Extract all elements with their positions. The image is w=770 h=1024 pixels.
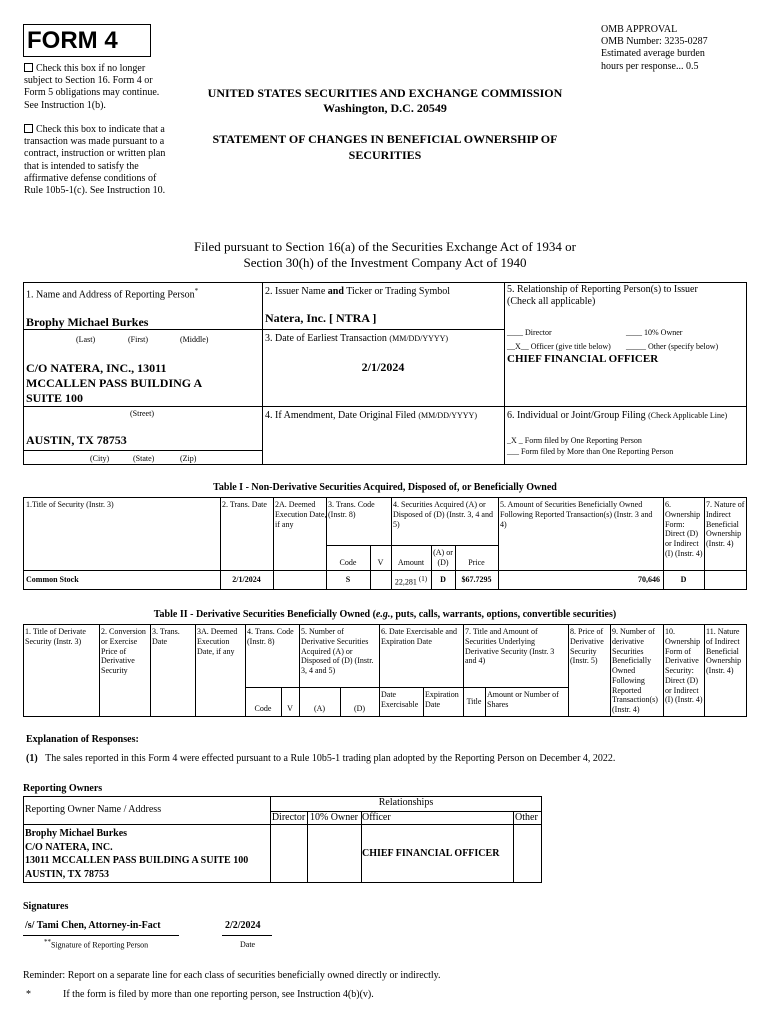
- owners-col-officer: Officer: [362, 812, 391, 823]
- t2-col-trans-code: 4. Trans. Code (Instr. 8): [247, 627, 294, 646]
- signature-name: /s/ Tami Chen, Attorney-in-Fact: [25, 920, 161, 931]
- checkbox-10b5-text: Check this box to indicate that a transaction was made pursuant to a contract, instruction or written plan that is intended to satisfy the affirmative defense conditions of Rule 10b5-1(c). See Instruction 10.: [24, 124, 166, 196]
- commission-location: Washington, D.C. 20549: [323, 101, 447, 115]
- reporting-person-address: [26, 361, 202, 406]
- earliest-transaction-date: 2/1/2024: [361, 360, 405, 374]
- filed-pursuant-2: Section 30(h) of the Investment Company Act of 1940: [243, 255, 527, 270]
- checkbox-10b5-block: [24, 124, 174, 197]
- zip-caption: (Zip): [180, 454, 197, 463]
- t1-row-price: $67.7295: [461, 575, 492, 584]
- t1-sub-code: Code: [339, 558, 357, 567]
- owner-line-1: Brophy Michael Burkes: [25, 828, 128, 839]
- relationship-10pct-owner: ____ 10% Owner: [626, 328, 683, 337]
- commission-name: UNITED STATES SECURITIES AND EXCHANGE COMMISSION: [207, 86, 563, 100]
- t2-col-deemed-date: 3A. Deemed Execution Date, if any: [197, 627, 238, 656]
- reporting-owners-heading: Reporting Owners: [23, 783, 103, 794]
- signature-date: 2/2/2024: [225, 920, 261, 931]
- t1-col-deemed-date: 2A. Deemed Execution Date, if any: [275, 500, 327, 529]
- box6-label: 6. Individual or Joint/Group Filing (Check Applicable Line): [507, 410, 728, 421]
- owner-line-3: 13011 MCCALLEN PASS BUILDING A SUITE 100: [25, 855, 249, 866]
- t2-sub-a: (A): [313, 704, 326, 713]
- owners-col-name: Reporting Owner Name / Address: [25, 804, 162, 815]
- signature-caption: **Signature of Reporting Person: [44, 938, 149, 950]
- owners-col-other: Other: [515, 812, 538, 823]
- omb-burden-1: Estimated average burden: [601, 48, 705, 60]
- t2-sub-amount: Amount or Number of Shares: [487, 690, 559, 709]
- t1-row-code: S: [345, 575, 351, 584]
- footnote-instruction: If the form is filed by more than one reporting person, see Instruction 4(b)(v).: [63, 989, 374, 1000]
- footnote-ref[interactable]: (1): [418, 575, 428, 583]
- name-middle-caption: (Middle): [180, 335, 209, 344]
- t1-col-nature: 7. Nature of Indirect Beneficial Ownership (Instr. 4): [706, 500, 745, 548]
- address-line-2: MCCALLEN PASS BUILDING A: [26, 376, 203, 390]
- t2-sub-date-exercisable: Date Exercisable: [381, 690, 419, 709]
- t1-col-ownership-form: 6. Ownership Form: Direct (D) or Indirect (I) (Instr. 4): [665, 500, 703, 558]
- relationship-officer: __X__ Officer (give title below): [507, 342, 611, 351]
- filing-multiple-persons: ___ Form filed by More than One Reporting Person: [507, 447, 674, 456]
- omb-number: OMB Number: 3235-0287: [601, 36, 708, 48]
- footnote-star: *: [26, 989, 31, 1000]
- t2-col-number-derivative: 5. Number of Derivative Securities Acquired (A) or Disposed of (D) (Instr. 3, 4 and 5): [301, 627, 374, 675]
- t1-row-form: D: [680, 575, 687, 584]
- box4-label: 4. If Amendment, Date Original Filed (MM/DD/YYYY): [265, 410, 477, 421]
- t1-col-amount-owned: 5. Amount of Securities Beneficially Owned Following Reported Transaction(s) (Instr. 3 and 4): [500, 500, 653, 529]
- owners-col-relationships: Relationships: [378, 797, 434, 808]
- t2-sub-d: (D): [353, 704, 366, 713]
- t1-sub-a-or-d: (A) or (D): [433, 548, 453, 567]
- t1-col-trans-date: 2. Trans. Date: [222, 500, 267, 509]
- statement-title-1: STATEMENT OF CHANGES IN BENEFICIAL OWNERSHIP OF: [212, 132, 558, 146]
- relationship-other: _____ Other (specify below): [626, 342, 719, 351]
- explanation-footnote: (1) The sales reported in this Form 4 were effected pursuant to a Rule 10b5-1 trading plan adopted by the Reporting Person on December 4, 2022.: [26, 753, 616, 764]
- t2-sub-code: Code: [254, 704, 272, 713]
- t1-col-title: 1.Title of Security (Instr. 3): [26, 500, 114, 509]
- box2-label: 2. Issuer Name and Ticker or Trading Symbol: [265, 286, 451, 297]
- t1-row-date: 2/1/2024: [232, 575, 261, 584]
- reminder: Reminder: Report on a separate line for each class of securities beneficially owned directly or indirectly.: [23, 970, 441, 981]
- owners-col-director: Director: [271, 812, 306, 823]
- omb-burden-2: hours per response... 0.5: [601, 60, 699, 72]
- t2-sub-v: V: [287, 704, 293, 713]
- explanation-heading: Explanation of Responses:: [26, 734, 139, 745]
- owners-col-10pct: 10% Owner: [309, 812, 359, 823]
- t2-col-date-exercisable: 6. Date Exercisable and Expiration Date: [381, 627, 457, 646]
- statement-title-2: SECURITIES: [348, 148, 422, 162]
- t2-col-nature: 11. Nature of Indirect Beneficial Ownership (Instr. 4): [706, 627, 742, 675]
- box1-label: 1. Name and Address of Reporting Person*: [26, 287, 199, 301]
- city-state-zip: AUSTIN, TX 78753: [26, 433, 127, 447]
- checkbox-16-text: Check this box if no longer subject to Section 16. Form 4 or Form 5 obligations may continue. See Instruction 1(b).: [24, 63, 160, 111]
- officer-title: CHIEF FINANCIAL OFFICER: [507, 353, 659, 365]
- filed-pursuant-1: Filed pursuant to Section 16(a) of the Securities Exchange Act of 1934 or: [194, 239, 576, 254]
- owner-officer-title: CHIEF FINANCIAL OFFICER: [362, 848, 500, 859]
- t2-col-title: 1. Title of Derivate Security (Instr. 3): [25, 627, 86, 646]
- name-first-caption: (First): [128, 335, 148, 344]
- t2-col-price: 8. Price of Derivative Security (Instr. 5): [570, 627, 604, 666]
- omb-title: OMB APPROVAL: [601, 24, 678, 35]
- table2-title: Table II - Derivative Securities Beneficially Owned (e.g., puts, calls, warrants, options, convertible securities): [153, 609, 617, 620]
- t1-row-owned: 70,646: [638, 575, 660, 584]
- t2-col-ownership-form: 10. Ownership Form of Derivative Security: Direct (D) or Indirect (I) (Instr. 4): [665, 627, 703, 705]
- form-title: FORM 4: [27, 27, 118, 54]
- box5-label-2: (Check all applicable): [507, 296, 596, 308]
- owner-name-address: [25, 827, 270, 881]
- issuer-name-ticker: Natera, Inc. [ NTRA ]: [265, 311, 377, 325]
- box5-label-1: 5. Relationship of Reporting Person(s) to Issuer: [507, 284, 698, 295]
- t2-col-underlying: 7. Title and Amount of Securities Underlying Derivative Security (Instr. 3 and 4): [465, 627, 555, 666]
- signatures-heading: Signatures: [23, 901, 69, 912]
- filing-one-person: _X _ Form filed by One Reporting Person: [507, 436, 642, 445]
- address-line-3: SUITE 100: [26, 391, 84, 405]
- t2-sub-expiration: Expiration Date: [425, 690, 459, 709]
- section16-checkbox[interactable]: [24, 63, 33, 72]
- t1-sub-price: Price: [468, 558, 485, 567]
- omb-approval: [601, 24, 761, 73]
- t1-sub-v: V: [377, 558, 384, 567]
- checkbox-16-block: [24, 63, 174, 112]
- reporting-person-name: Brophy Michael Burkes: [26, 315, 149, 329]
- owner-line-4: AUSTIN, TX 78753: [25, 868, 109, 880]
- name-last-caption: (Last): [76, 335, 96, 344]
- state-caption: (State): [133, 454, 155, 463]
- t1-row-a-or-d: D: [440, 575, 446, 584]
- form-title-box: [23, 24, 151, 57]
- box3-label: 3. Date of Earliest Transaction (MM/DD/YYYY): [265, 333, 449, 344]
- t2-col-trans-date: 3. Trans. Date: [152, 627, 180, 646]
- date-caption: Date: [240, 940, 256, 949]
- relationship-director: ____ Director: [507, 328, 552, 337]
- t2-col-number-owned: 9. Number of derivative Securities Beneficially Owned Following Reported Transaction(s) (Instr. 4): [612, 627, 658, 714]
- owner-line-2: C/O NATERA, INC.: [25, 841, 113, 853]
- box5-label: [507, 284, 698, 308]
- t1-col-securities-acquired: 4. Securities Acquired (A) or Disposed of (D) (Instr. 3, 4 and 5): [393, 500, 493, 529]
- t2-sub-title: Title: [466, 697, 482, 706]
- address-line-1: C/O NATERA, INC., 13011: [26, 361, 167, 375]
- city-caption: (City): [90, 454, 110, 463]
- t1-row-amount: 22,281 $^{(1)}$: [394, 575, 428, 587]
- t1-col-trans-code: 3. Trans. Code (Instr. 8): [328, 500, 375, 519]
- rule-10b5-checkbox[interactable]: [24, 124, 33, 133]
- table1-title: Table I - Non-Derivative Securities Acquired, Disposed of, or Beneficially Owned: [213, 482, 557, 493]
- t1-sub-amount: Amount: [397, 558, 425, 567]
- t2-col-conversion-price: 2. Conversion or Exercise Price of Derivative Security: [101, 627, 146, 675]
- street-caption: (Street): [130, 409, 154, 418]
- t1-row-title: Common Stock: [26, 575, 79, 584]
